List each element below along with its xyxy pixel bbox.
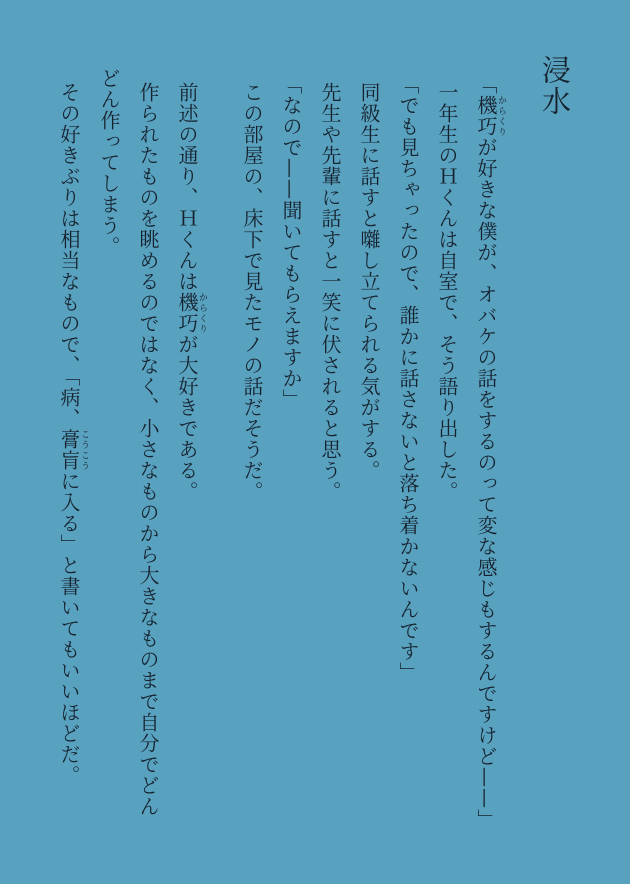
text-section [49, 68, 207, 831]
ruby-term: 膏肓こうこう [57, 429, 89, 471]
text-section [232, 68, 506, 831]
ruby-annotation: こうこう [79, 429, 89, 471]
paragraph: この部屋の、床下で見たモノの話だそうだ。 [240, 82, 264, 502]
paragraph: 前述の通り、Ｈくんは機巧からくりが大好きである。 [175, 82, 207, 502]
paragraph: 「機巧からくりが好きな僕が、オバケの話をするのって変な感じもするんですけど——」 [474, 74, 506, 830]
paragraph: 先生や先輩に話すと一笑に伏されると思う。 [318, 82, 342, 502]
page-title: 浸水 [538, 55, 572, 117]
ruby-term: 機巧からくり [175, 292, 207, 334]
paragraph: 同級生に話すと囃し立てられる気がする。 [357, 82, 381, 481]
ruby-annotation: からくり [197, 292, 207, 334]
paragraph: 「でも見ちゃったので、誰かに話さないと落ち着かないんです」 [396, 74, 420, 683]
paragraph: その好きぶりは相当なもので、「病、膏肓こうこうに入る」と書いてもいいほどだ。 [57, 82, 89, 786]
body-text [49, 68, 506, 831]
paragraph: 「なので——聞いてもらえますか」 [279, 74, 303, 410]
ruby-annotation: からくり [496, 95, 506, 137]
paragraph: 一年生のＨくんは自室で、そう語り出した。 [435, 82, 459, 502]
ruby-term: 機巧からくり [474, 95, 506, 137]
paragraph: 作られたものを眺めるのではなく、小さなものから大きなものまで自分でどんどん作ってしまう。 [97, 68, 160, 817]
